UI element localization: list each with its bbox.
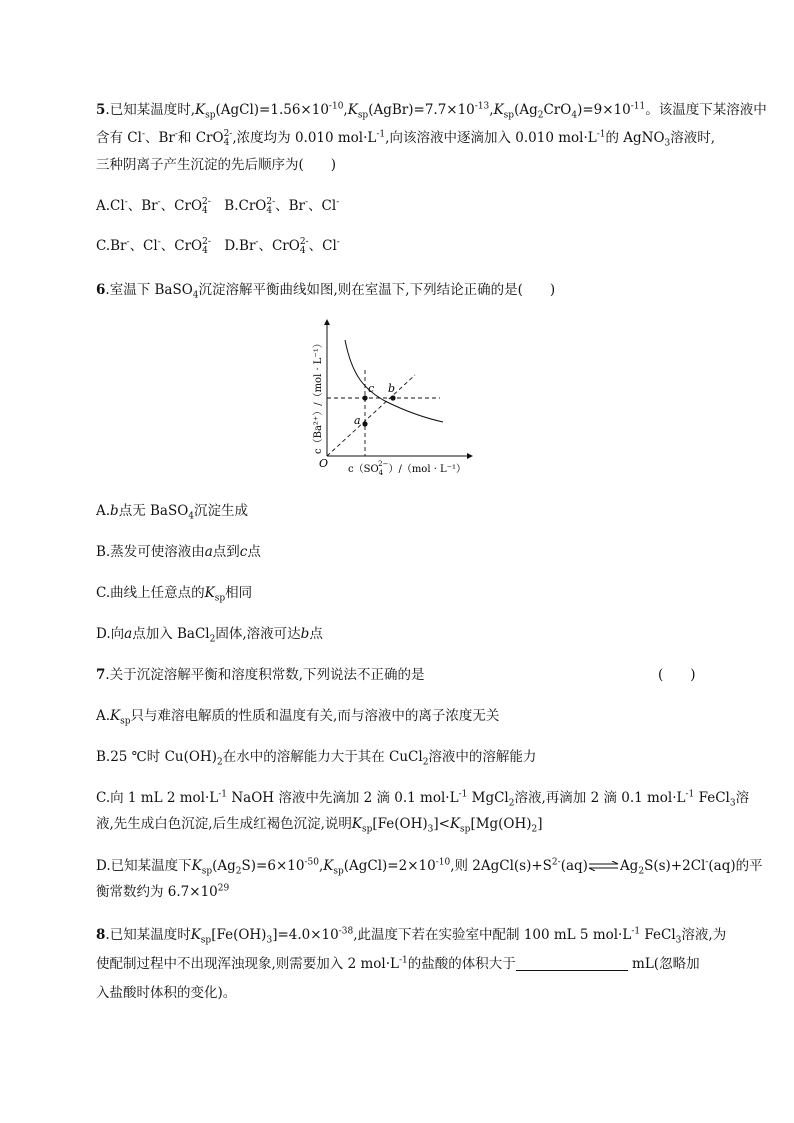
text: K <box>110 708 121 724</box>
text: a <box>124 626 133 642</box>
text: - <box>336 197 340 208</box>
text: 2- <box>202 236 211 247</box>
text: b <box>110 503 119 519</box>
q7-option-a <box>96 706 499 726</box>
text: -38 <box>338 926 354 937</box>
text: 和 CrO <box>177 130 224 146</box>
q8-line1 <box>96 925 726 945</box>
q7-option-b <box>96 747 536 767</box>
text: )=9×10 <box>577 102 631 118</box>
text: sp <box>201 866 213 877</box>
text: 沉淀溶解平衡曲线如图,则在室温下,下列结论正确的是( ) <box>198 282 556 298</box>
text: 、Cl <box>129 238 158 254</box>
text: 的 AgNO <box>605 130 665 146</box>
text: -50 <box>304 857 319 868</box>
text: (aq) <box>560 858 588 874</box>
q6-number: 6 <box>96 282 106 298</box>
text: 2 <box>209 634 216 645</box>
text: 、Cl <box>308 198 337 214</box>
origin-label: O <box>319 457 329 470</box>
point-a <box>362 421 367 426</box>
text: - <box>705 857 709 868</box>
text: 衡常数约为 6.7×10 <box>96 884 218 900</box>
text: a <box>204 544 213 560</box>
text: ] <box>537 816 543 832</box>
text: 4 <box>192 290 199 301</box>
text: 2 <box>638 866 645 877</box>
text: 2- <box>202 196 211 207</box>
text: [Fe(OH) <box>372 816 428 832</box>
text: 2 <box>537 110 544 121</box>
text: 点无 BaSO <box>118 503 189 519</box>
q5-options-cd <box>96 236 340 256</box>
q7-option-c-line2 <box>96 814 543 834</box>
text: 2- <box>551 857 561 868</box>
text: K <box>191 858 202 874</box>
text: 溶液,为 <box>681 927 727 943</box>
text: ,则 2AgCl(s)+S <box>450 858 552 874</box>
text: 溶液中的溶解能力 <box>428 749 537 765</box>
text: A. <box>96 503 111 519</box>
text: B.CrO <box>210 198 267 214</box>
q7-stem <box>96 665 425 685</box>
text: 、Cl <box>308 238 337 254</box>
text: -10 <box>435 857 451 868</box>
q7-option-d-line2 <box>96 882 229 902</box>
x-axis-label <box>348 460 466 477</box>
text: K <box>347 102 358 118</box>
text: 含有 Cl <box>96 130 142 146</box>
text: 只与难溶电解质的性质和温度有关,而与溶液中的离子浓度无关 <box>130 708 500 724</box>
text: K <box>204 585 215 601</box>
text: K <box>449 816 461 832</box>
text: sp <box>333 866 344 877</box>
text: - <box>336 237 340 248</box>
text: sp <box>361 824 373 835</box>
text: (aq)的平 <box>708 858 763 874</box>
text: S(s)+2Cl <box>644 858 706 874</box>
text: 、Br <box>145 130 175 146</box>
solubility-equilibrium-graph <box>300 318 480 478</box>
text: 点加入 BaCl <box>132 626 210 642</box>
text: -1 <box>376 129 386 140</box>
text: 4 <box>202 205 208 216</box>
text: K <box>190 927 201 943</box>
text: .室温下 BaSO <box>105 282 193 298</box>
text: ,浓度均为 0.010 mol·L <box>232 130 377 146</box>
q5-options-ab <box>96 196 339 216</box>
text: K <box>323 858 334 874</box>
text: 沉淀生成 <box>194 503 249 519</box>
answer-blank[interactable] <box>516 956 628 971</box>
text: 、CrO <box>160 198 203 214</box>
text: 4 <box>188 511 195 522</box>
text: A.Cl <box>96 198 125 214</box>
text: c <box>239 544 248 560</box>
y-axis-label: c（Ba²⁺）/（mol · L⁻¹） <box>313 338 324 454</box>
text: 3 <box>664 138 671 149</box>
text: 、Br <box>127 198 158 214</box>
text: 溶液,再滴加 2 滴 0.1 mol·L <box>514 790 686 806</box>
text: 、CrO <box>258 238 300 254</box>
text: CrO <box>543 102 572 118</box>
text: K <box>493 102 504 118</box>
text: -1 <box>631 926 641 937</box>
text: 2 <box>508 798 515 809</box>
q6-option-a <box>96 501 248 521</box>
text: sp <box>503 110 515 121</box>
text: - <box>174 129 178 140</box>
text: 的盐酸的体积大于 <box>407 956 516 972</box>
text: ,此温度下若在实验室中配制 100 mL 5 mol·L <box>353 927 632 943</box>
text: K <box>195 102 206 118</box>
text: 3 <box>675 935 682 946</box>
text: 溶 <box>735 790 750 806</box>
text: sp <box>214 593 226 604</box>
text: 2- <box>223 128 233 139</box>
text: -11 <box>630 101 646 112</box>
text: 点到 <box>212 544 240 560</box>
text: S)=6×10 <box>241 858 305 874</box>
q7-number: 7 <box>96 667 106 683</box>
text: b <box>300 626 310 642</box>
text: 3 <box>427 824 434 835</box>
text: - <box>157 197 161 208</box>
text: 2- <box>266 196 276 207</box>
text: 相同 <box>225 585 253 601</box>
text: C.向 1 mL 2 mol·L <box>96 790 219 806</box>
text: (AgCl)=2×10 <box>343 858 436 874</box>
text: ]=4.0×10 <box>272 927 339 943</box>
q7-option-d-line1 <box>96 856 763 877</box>
text: D.已知某温度下 <box>96 858 192 874</box>
text: (Ag <box>514 102 538 118</box>
text: C.曲线上任意点的 <box>96 585 205 601</box>
text: 2 <box>531 824 538 835</box>
text: 点 <box>309 626 323 642</box>
q5-line1: 5.已知某温度时$,K_{sp}(AgCl)=1.56\times 10^{-10},K_{sp}(AgBr)=7.7\times 10^{-13},K_{sp}(Ag_2CrO_4)=9\times 10^{-11}$。该温度下某溶液中 <box>96 101 767 121</box>
text: A. <box>96 708 111 724</box>
text: 溶液时, <box>670 130 716 146</box>
text: 点 <box>247 544 261 560</box>
text: 。该温度下某溶液中 <box>645 102 767 118</box>
text: 4 <box>266 205 273 216</box>
text: 4 <box>299 245 306 256</box>
text: ,向该溶液中逐滴加入 0.010 mol·L <box>385 130 597 146</box>
q6-option-c <box>96 583 252 603</box>
text: 4 <box>571 110 578 121</box>
q8-line3: 入盐酸时体积的变化)。 <box>96 985 237 1001</box>
text: 在水中的溶解能力大于其在 CuCl <box>222 749 423 765</box>
text: - <box>157 237 161 248</box>
text: (Ag <box>212 858 236 874</box>
text: 3 <box>729 798 736 809</box>
text: mL(忽略加 <box>627 956 700 972</box>
text: 固体,溶液可达 <box>215 626 301 642</box>
text: 4 <box>223 137 230 148</box>
text: - <box>305 197 309 208</box>
text: ]< <box>433 816 450 832</box>
q8-number: 8 <box>96 927 106 943</box>
label-c: c <box>368 382 375 395</box>
text: MgCl <box>467 790 509 806</box>
text: - <box>124 197 128 208</box>
text: 液,先生成白色沉淀,后生成红褐色沉淀,说明 <box>96 816 352 832</box>
text: B.25 ℃时 Cu(OH) <box>96 749 217 765</box>
text: - <box>255 237 259 248</box>
q5-line2 <box>96 128 715 148</box>
text: (AgCl)=1.56×10 <box>215 102 329 118</box>
label-b: b <box>388 382 396 395</box>
text: B.蒸发可使溶液由 <box>96 544 205 560</box>
text: FeCl <box>640 927 676 943</box>
text: -1 <box>458 789 468 800</box>
q6-option-b <box>96 542 261 562</box>
text: 2 <box>422 757 429 768</box>
equilibrium-curve <box>345 340 443 422</box>
text: c（SO <box>348 464 379 475</box>
text: 、Br <box>275 198 306 214</box>
text: - <box>126 237 130 248</box>
text: -1 <box>218 789 228 800</box>
text: -1 <box>685 789 695 800</box>
text: sp <box>205 110 216 121</box>
text: K <box>351 816 362 832</box>
text: 、CrO <box>160 238 203 254</box>
text: [Fe(OH) <box>211 927 267 943</box>
text: -10 <box>328 101 344 112</box>
point-c <box>362 395 367 400</box>
text: 4 <box>202 245 208 256</box>
text: D.Br <box>210 238 256 254</box>
text: - <box>141 129 145 140</box>
text: FeCl <box>694 790 730 806</box>
text: ）/（mol · L⁻¹） <box>388 464 466 475</box>
text: 3 <box>266 935 273 946</box>
text: 2 <box>216 757 223 768</box>
point-b <box>390 395 395 400</box>
q7-paren: ( ) <box>658 667 696 683</box>
q8-line2 <box>96 954 700 974</box>
text: 使配制过程中不出现浑浊现象,则需要加入 2 mol·L <box>96 956 399 972</box>
q6-stem <box>96 280 555 300</box>
text: , <box>318 858 324 874</box>
text: .关于沉淀溶解平衡和溶度积常数,下列说法不正确的是 <box>105 667 425 683</box>
text: sp <box>200 935 212 946</box>
q5-number: 5 <box>96 102 106 118</box>
text: 2 <box>235 866 242 877</box>
text: 29 <box>217 883 230 894</box>
q5-line3: 三种阴离子产生沉淀的先后顺序为( ) <box>96 157 337 173</box>
text: D.向 <box>96 626 125 642</box>
text: 4 <box>378 469 384 477</box>
text: (AgBr)=7.7×10 <box>368 102 475 118</box>
text: C.Br <box>96 238 127 254</box>
text: sp <box>120 716 131 727</box>
text: Ag <box>619 858 639 874</box>
q7-option-c-line1 <box>96 788 749 808</box>
text: [Mg(OH) <box>470 816 532 832</box>
text: -1 <box>596 129 606 140</box>
text: NaOH 溶液中先滴加 2 滴 0.1 mol·L <box>227 790 459 806</box>
text: .已知某温度时 <box>105 927 191 943</box>
text: 2− <box>378 460 389 468</box>
equilibrium-arrow-icon <box>588 857 620 877</box>
text: sp <box>357 110 369 121</box>
text: -13 <box>474 101 490 112</box>
text: sp <box>460 824 471 835</box>
label-a: a <box>354 414 361 427</box>
text: .已知某温度时, <box>105 102 195 118</box>
text: 2- <box>299 236 309 247</box>
q6-option-d <box>96 624 323 644</box>
text: -1 <box>398 955 408 966</box>
